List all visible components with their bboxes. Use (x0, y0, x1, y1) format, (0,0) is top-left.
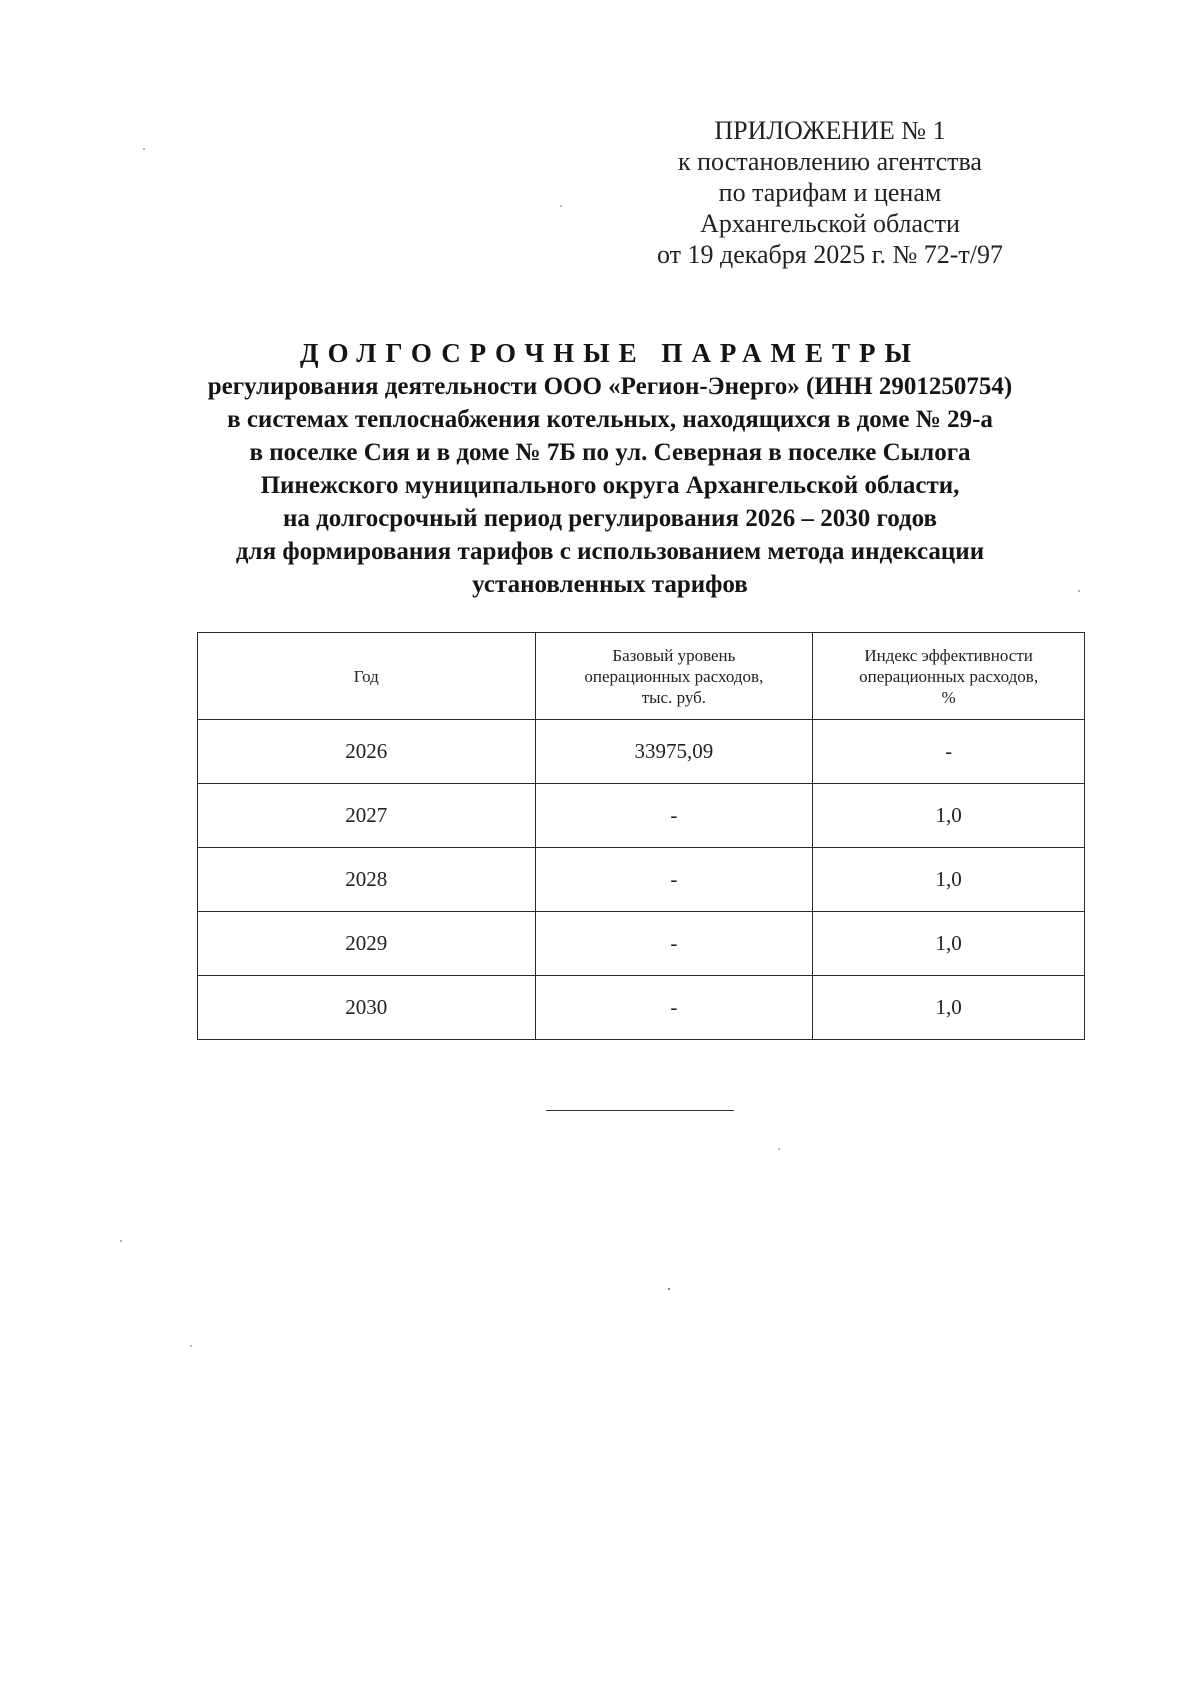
title-line: Пинежского муниципального округа Архангельской области, (260, 472, 960, 499)
table-row (198, 784, 1085, 848)
title-line: установленных тарифов (472, 571, 748, 598)
header-index-line: Индекс эффективности (864, 645, 1033, 665)
cell-year: 2030 (198, 976, 536, 1040)
title-heading: ДОЛГОСРОЧНЫЕ ПАРАМЕТРЫ (300, 338, 920, 368)
table-row (198, 720, 1085, 784)
table-row (198, 912, 1085, 976)
title-line: в поселке Сия и в доме № 7Б по ул. Северная в поселке Сылога (249, 439, 971, 466)
table-row (198, 976, 1085, 1040)
appendix-line: Архангельской области (700, 209, 960, 238)
cell-base-level: - (535, 912, 813, 976)
cell-base-level: - (535, 848, 813, 912)
scan-speck (668, 1288, 670, 1290)
header-efficiency-index (813, 633, 1085, 720)
appendix-date-line: от 19 декабря 2025 г. № 72-т/97 (656, 240, 1004, 269)
parameters-table (197, 632, 1085, 1040)
cell-base-level: 33975,09 (535, 720, 813, 784)
scan-speck (120, 1240, 122, 1242)
appendix-header (600, 115, 1060, 270)
table-header-row (198, 633, 1085, 720)
closing-divider (546, 1110, 734, 1111)
header-index-line: % (941, 687, 956, 707)
header-year-label: Год (353, 666, 379, 686)
header-base-line: тыс. руб. (641, 687, 707, 707)
title-line: на долгосрочный период регулирования 2026 – 2030 годов (282, 505, 938, 532)
cell-base-level: - (535, 784, 813, 848)
title-line: для формирования тарифов с использованием метода индексации (235, 538, 985, 565)
header-base-level (535, 633, 813, 720)
header-year (198, 633, 536, 720)
appendix-line: к постановлению агентства (678, 147, 982, 176)
title-line: регулирования деятельности ООО «Регион-Энерго» (ИНН 2901250754) (207, 373, 1013, 400)
title-line: в системах теплоснабжения котельных, находящихся в доме № 29-а (227, 406, 993, 433)
header-base-line: Базовый уровень (612, 645, 736, 665)
scan-speck (560, 205, 562, 207)
scan-speck (143, 148, 145, 150)
cell-efficiency-index: - (813, 720, 1085, 784)
header-index-line: операционных расходов, (859, 666, 1039, 686)
table-row (198, 848, 1085, 912)
cell-efficiency-index: 1,0 (813, 848, 1085, 912)
cell-year: 2026 (198, 720, 536, 784)
cell-year: 2028 (198, 848, 536, 912)
header-base-line: операционных расходов, (584, 666, 764, 686)
cell-efficiency-index: 1,0 (813, 976, 1085, 1040)
cell-base-level: - (535, 976, 813, 1040)
scan-speck (778, 1148, 780, 1150)
scan-speck (1078, 590, 1080, 592)
cell-year: 2029 (198, 912, 536, 976)
scan-speck (190, 1345, 192, 1347)
appendix-line: по тарифам и ценам (718, 178, 942, 207)
cell-efficiency-index: 1,0 (813, 912, 1085, 976)
appendix-number: ПРИЛОЖЕНИЕ № 1 (714, 116, 946, 145)
cell-year: 2027 (198, 784, 536, 848)
cell-efficiency-index: 1,0 (813, 784, 1085, 848)
document-title (130, 336, 1090, 601)
